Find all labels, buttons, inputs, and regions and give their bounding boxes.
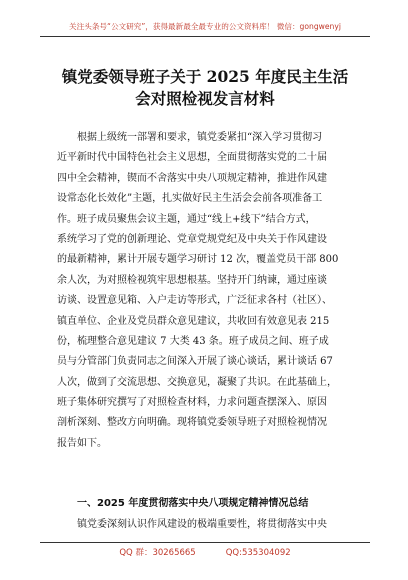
paragraph-line: 系统学习了党的创新理论、党章党规党纪及中央关于作风建设 xyxy=(57,233,327,245)
footer-qq-group: QQ 群：30265665 xyxy=(119,548,196,558)
intro-paragraph xyxy=(57,128,357,454)
paragraph-line: 访谈、设置意见箱、入户走访等形式，广泛征求各村（社区）、 xyxy=(57,295,332,307)
section-first-line: 镇党委深刻认识作风建设的极端重要性，将贯彻落实中央 xyxy=(77,519,327,530)
document-title xyxy=(40,66,370,110)
paragraph-line: 作。班子成员聚焦会议主题，通过“线上+线下”结合方式， xyxy=(57,213,316,225)
header-divider xyxy=(40,36,370,37)
footer-contact xyxy=(40,547,370,559)
paragraph-line: 班子集体研究撰写了对照检查材料，力求问题查摆深入、原因 xyxy=(57,397,327,409)
paragraph-line: 四中全会精神，锲而不舍落实中央八项规定精神，推进作风建 xyxy=(57,172,327,184)
footer-qq-number: QQ:535304092 xyxy=(225,548,291,558)
paragraph-line: 根据上级统一部署和要求，镇党委紧扣“深入学习贯彻习 xyxy=(77,132,323,143)
paragraph-line: 设常态化长效化”主题，扎实做好民主生活会会前各项准备工 xyxy=(57,193,323,205)
paragraph-line: 剖析深刻、整改方向明确。现将镇党委领导班子对照检视情况 xyxy=(57,417,327,429)
paragraph-line: 余人次，为对照检视筑牢思想根基。坚持开门纳谏，通过座谈 xyxy=(57,274,327,286)
paragraph-line: 镇直单位、企业及党员群众意见建议，共收回有效意见表 215 xyxy=(57,315,330,327)
title-line-1: 镇党委领导班子关于 2025 年度民主生活 xyxy=(61,67,349,86)
paragraph-line: 员与分管部门负责同志之间深入开展了谈心谈话，累计谈话 67 xyxy=(57,356,333,368)
paragraph-line: 的最新精神，累计开展专题学习研讨 12 次，覆盖党员干部 800 xyxy=(57,254,339,266)
paragraph-line: 人次，做到了交流思想、交换意见，凝聚了共识。在此基础上， xyxy=(57,376,337,388)
paragraph-line: 份，梳理整合意见建议 7 大类 43 条。班子成员之间、班子成 xyxy=(57,335,329,347)
paragraph-line: 近平新时代中国特色社会主义思想，全面贯彻落实党的二十届 xyxy=(57,152,327,164)
footer-divider xyxy=(40,542,370,543)
header-promo-note: 关注头条号“公文研究”，获得最新最全最专业的公文资料库！ 微信：gongwenyj xyxy=(69,22,341,31)
title-line-2: 会对照检视发言材料 xyxy=(135,89,275,108)
paragraph-line: 报告如下。 xyxy=(57,437,107,449)
section-heading: 一、2025 年度贯彻落实中央八项规定精神情况总结 xyxy=(77,498,309,509)
